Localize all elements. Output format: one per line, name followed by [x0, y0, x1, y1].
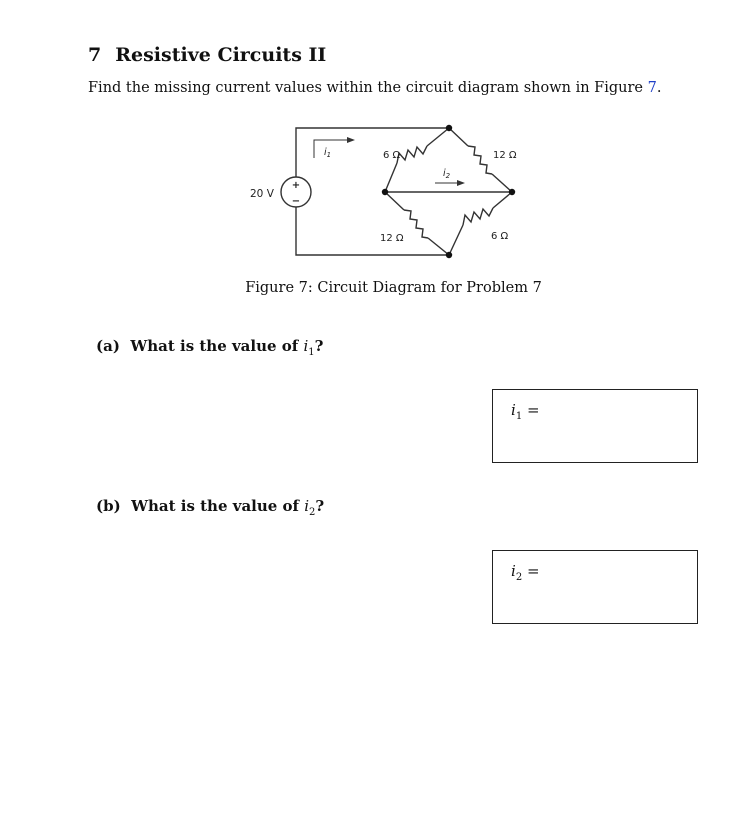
problem-statement-period: . [656, 80, 662, 96]
answer-i2-variable: i [511, 562, 516, 580]
node-bottom [446, 252, 452, 258]
answer-box-i1[interactable] [492, 389, 698, 463]
question-a-mark: ? [314, 337, 324, 355]
question-a [96, 337, 323, 358]
figure-reference-link[interactable]: 7 [647, 80, 657, 96]
arrowhead-i2 [457, 180, 465, 186]
node-left [382, 189, 388, 195]
question-b-mark: ? [315, 497, 325, 515]
source-minus-sign: − [291, 196, 301, 207]
resistor-bottom-left [404, 210, 428, 238]
section-title-text: Resistive Circuits II [115, 44, 327, 66]
problem-statement [88, 80, 661, 96]
circuit-diagram [244, 122, 534, 262]
section-title [88, 44, 326, 66]
wire-bottom [296, 207, 449, 255]
resistor-bottom-left-label: 12 Ω [380, 233, 404, 244]
figure-caption: Figure 7: Circuit Diagram for Problem 7 [245, 280, 542, 296]
question-a-text: What is the value of [130, 337, 304, 355]
question-b-label: (b) [96, 497, 121, 515]
answer-i2-equals: = [522, 562, 540, 580]
resistor-top-left [397, 146, 427, 163]
resistor-bottom-right [463, 208, 493, 225]
current-i1-sub: 1 [326, 151, 332, 159]
answer-i1-subscript: 1 [515, 411, 523, 422]
resistor-bottom-right-label: 6 Ω [491, 231, 509, 242]
source-plus-sign: + [291, 180, 301, 191]
answer-i1-variable: i [511, 401, 516, 419]
question-b-variable: i [304, 497, 310, 515]
question-b-subscript: 2 [309, 507, 316, 518]
current-i2-label [443, 168, 451, 180]
question-a-label: (a) [96, 337, 120, 355]
resistor-top-right [468, 146, 492, 174]
node-right [509, 189, 515, 195]
arrowhead-i1 [347, 137, 355, 143]
source-voltage-label: 20 V [250, 188, 274, 200]
resistor-top-left-label: 6 Ω [383, 150, 401, 161]
current-i1-var: i [324, 147, 327, 158]
problem-statement-text: Find the missing current values within the circuit diagram shown in Figure [88, 80, 648, 96]
answer-label-i2 [511, 562, 540, 583]
answer-label-i1 [511, 401, 540, 422]
answer-i1-equals: = [522, 401, 540, 419]
current-i1-label [324, 147, 331, 159]
question-a-variable: i [303, 337, 309, 355]
question-b [96, 497, 324, 518]
resistor-top-right-label: 12 Ω [493, 150, 517, 161]
node-top [446, 125, 452, 131]
answer-box-i2[interactable] [492, 550, 698, 624]
answer-i2-subscript: 2 [515, 572, 523, 583]
question-b-text: What is the value of [131, 497, 305, 515]
current-i2-sub: 2 [445, 172, 451, 180]
wire-top [296, 128, 449, 177]
current-i2-var: i [443, 168, 446, 179]
question-a-subscript: 1 [308, 347, 315, 358]
section-number: 7 [88, 44, 102, 66]
